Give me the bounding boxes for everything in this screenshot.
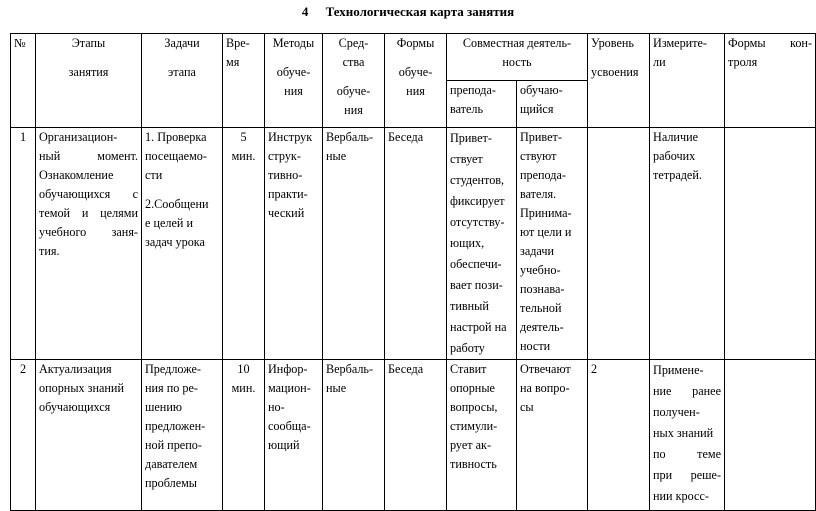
cell-means: Вербаль- ные	[323, 128, 385, 360]
cell-control	[725, 360, 816, 511]
cell-time: 5 мин.	[223, 128, 265, 360]
cell-stage: Организацион- ный момент. Ознакомление обучающихся с темой и целями учебного заня- тия.	[36, 128, 142, 360]
header-teacher: препода- ватель	[447, 81, 517, 128]
cell-tasks: 1. Проверка посещаемо- сти 2.Сообщени е целей и задач урока	[142, 128, 223, 360]
cell-student: Привет- ствуют препода- вателя. Принима- ют цели и задачи учебно- познава- тельной деятель- ности	[517, 128, 588, 360]
cell-methods: Инструк струк- тивно- практи- ческий	[265, 128, 323, 360]
header-methods: Методы обуче- ния	[265, 34, 323, 128]
header-tasks: Задачи этапа	[142, 34, 223, 128]
title-text: Технологическая карта занятия	[325, 4, 515, 19]
row-number: 2	[11, 360, 36, 511]
cell-tasks: Предложе- ния по ре- шению предложен- ной препо- давателем проблемы	[142, 360, 223, 511]
table-row	[11, 360, 816, 511]
cell-teacher: Привет- ствует студентов, фиксирует отсутству- ющих, обеспечи- вает пози- тивный настрой на работу	[447, 128, 517, 360]
header-control: Формы кон- троля	[725, 34, 816, 128]
page-title	[0, 4, 816, 20]
header-num: №	[11, 34, 36, 128]
cell-time: 10 мин.	[223, 360, 265, 511]
cell-forms: Беседа	[385, 128, 447, 360]
cell-methods: Инфор- мацион- но- сообща- ющий	[265, 360, 323, 511]
cell-level: 2	[588, 360, 650, 511]
header-means: Сред- ства обуче- ния	[323, 34, 385, 128]
header-stage: Этапы занятия	[36, 34, 142, 128]
title-number: 4	[301, 4, 309, 19]
technology-map-table	[10, 33, 816, 511]
header-level: Уровень усвоения	[588, 34, 650, 128]
row-number: 1	[11, 128, 36, 360]
header-joint-activity: Совместная деятель- ность	[447, 34, 588, 81]
cell-level	[588, 128, 650, 360]
cell-meters: Наличие рабочих тетрадей.	[650, 128, 725, 360]
cell-student: Отвечают на вопро- сы	[517, 360, 588, 511]
cell-forms: Беседа	[385, 360, 447, 511]
cell-teacher: Ставит опорные вопросы, стимули- рует ак- тивность	[447, 360, 517, 511]
cell-means: Вербаль- ные	[323, 360, 385, 511]
header-forms: Формы обуче- ния	[385, 34, 447, 128]
cell-meters: Примене- ние ранее получен- ных знаний по теме при реше- нии кросс-	[650, 360, 725, 511]
header-time: Вре- мя	[223, 34, 265, 128]
cell-control	[725, 128, 816, 360]
header-row-top	[11, 34, 816, 81]
header-meters: Измерите- ли	[650, 34, 725, 128]
cell-stage: Актуализация опорных знаний обучающихся	[36, 360, 142, 511]
header-student: обучаю- щийся	[517, 81, 588, 128]
table-row	[11, 128, 816, 360]
